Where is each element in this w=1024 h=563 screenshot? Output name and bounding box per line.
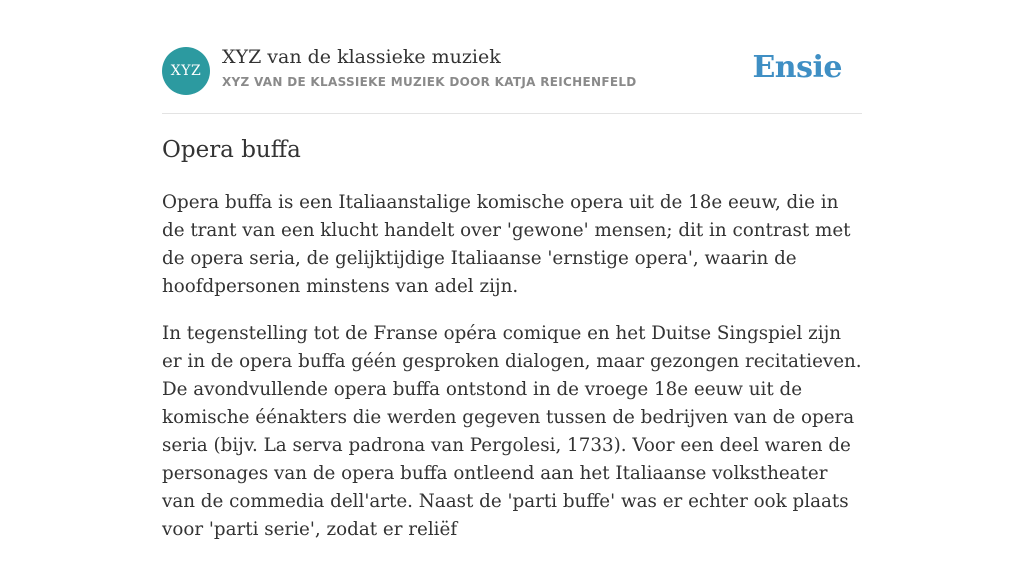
site-header	[162, 0, 862, 114]
page-container	[162, 0, 862, 540]
avatar[interactable]: XYZ	[162, 47, 210, 95]
page-title: Opera buffa	[162, 137, 301, 163]
site-title[interactable]: XYZ van de klassieke muziek	[222, 46, 501, 68]
article-paragraph: In tegenstelling tot de Franse opéra comique en het Duitse Singspiel zijn er in de opera buffa géén gesproken dialogen, maar gezongen recitatieven. De avondvullende opera buffa ontstond in de vroege 18e eeuw uit de komische éénakters die werden gegeven tussen de bedrijven van de opera seria (bijv. La serva padrona van Pergolesi, 1733). Voor een deel waren de personages van de opera buffa ontleend aan het Italiaanse volkstheater van de commedia dell'arte. Naast de 'parti buffe' was er echter ook plaats voor 'parti serie', zodat er reliëf	[162, 323, 862, 540]
article-body	[162, 189, 862, 563]
site-subtitle: XYZ VAN DE KLASSIEKE MUZIEK DOOR KATJA REICHENFELD	[222, 75, 637, 89]
brand-logo[interactable]: Ensie	[752, 50, 842, 85]
article-paragraph: Opera buffa is een Italiaanstalige komische opera uit de 18e eeuw, die in de trant van een klucht handelt over 'gewone' mensen; dit in contrast met de opera seria, de gelijktijdige Italiaanse 'ernstige opera', waarin de hoofdpersonen minstens van adel zijn.	[162, 192, 851, 297]
